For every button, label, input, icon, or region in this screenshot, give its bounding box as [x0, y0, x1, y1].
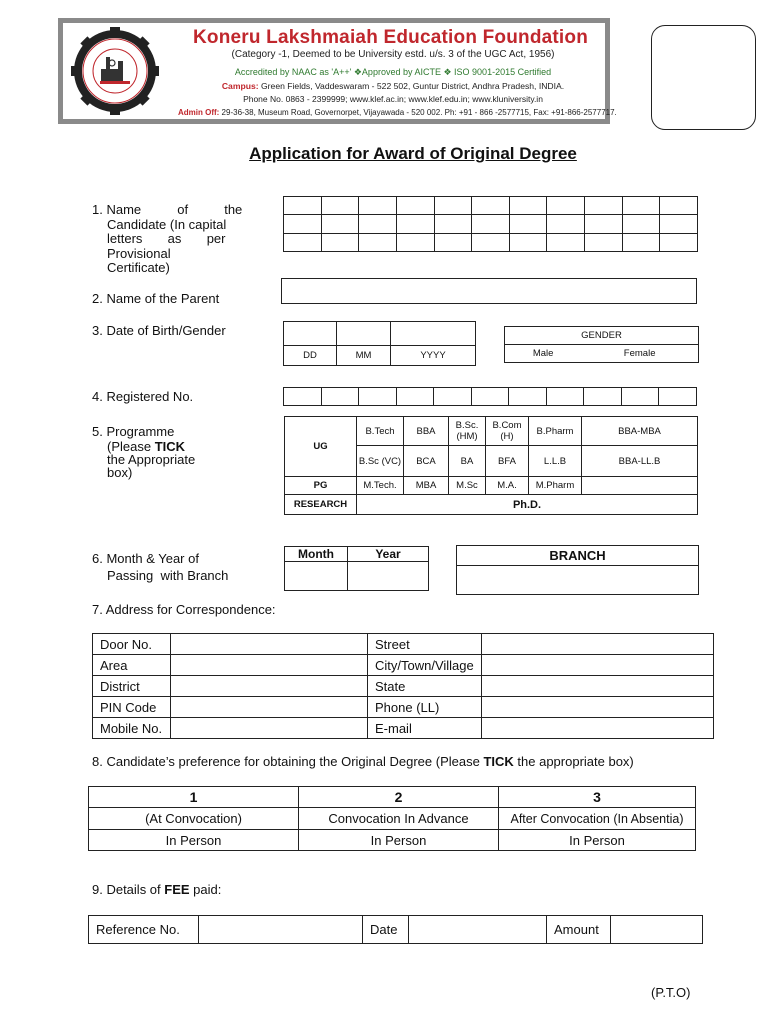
prog-bfa[interactable]: BFA [486, 446, 529, 477]
district-field[interactable] [171, 676, 368, 697]
prog-ma[interactable]: M.A. [486, 477, 529, 495]
prog-mba[interactable]: MBA [404, 477, 449, 495]
phone-ll-label: Phone (LL) [368, 697, 482, 718]
date-label: Date [363, 916, 409, 944]
amount-field[interactable] [611, 916, 703, 944]
q4-label: 4. Registered No. [92, 389, 194, 404]
q9-fee: FEE [164, 882, 190, 897]
address-table [92, 633, 714, 739]
q1-label [92, 203, 247, 276]
prog-bca[interactable]: BCA [404, 446, 449, 477]
prog-bpharm[interactable]: B.Pharm [529, 417, 582, 446]
email-label: E-mail [368, 718, 482, 739]
pref-1-title[interactable]: (At Convocation) [89, 808, 299, 830]
q1-label-line4: Provisional [107, 245, 171, 261]
pref-2-title[interactable]: Convocation In Advance [299, 808, 499, 830]
state-label: State [368, 676, 482, 697]
dob-dd-label: DD [284, 346, 337, 366]
prog-bba-mba[interactable]: BBA-MBA [582, 417, 698, 446]
branch-field[interactable] [457, 566, 699, 595]
prog-ba[interactable]: BA [449, 446, 486, 477]
q8-label-a: 8. Candidate’s preference for obtaining the Original Degree (Please [92, 754, 484, 769]
pref-2-mode[interactable]: In Person [299, 830, 499, 851]
q2-label: 2. Name of the Parent [92, 291, 220, 306]
registered-no-grid[interactable] [283, 387, 697, 406]
branch-box[interactable] [456, 545, 699, 595]
door-no-field[interactable] [171, 634, 368, 655]
passing-month-year[interactable] [284, 546, 429, 591]
admin-address: 29-36-38, Museum Road, Governorpet, Vijayawada - 520 002. Ph: +91 - 866 -2577715, Fax: +91-866-2577717. [219, 108, 617, 117]
prog-bcom-h[interactable]: B.Com (H) [486, 417, 529, 446]
reference-no-field[interactable] [199, 916, 363, 944]
ug-label: UG [285, 417, 357, 477]
q8-label [92, 755, 634, 770]
q7-label: 7. Address for Correspondence: [92, 602, 276, 617]
q5-label-line3: the Appropriate [107, 451, 196, 467]
prog-bsc-vc[interactable]: B.Sc (VC) [357, 446, 404, 477]
q5-tick: TICK [154, 438, 186, 454]
branch-header: BRANCH [457, 546, 699, 566]
city-label: City/Town/Village [368, 655, 482, 676]
q1-label-line3: letters as per [107, 231, 226, 246]
prog-bba-llb[interactable]: BBA-LL.B [582, 446, 698, 477]
campus-address: Green Fields, Vaddeswaram - 522 502, Guntur District, Andhra Pradesh, INDIA. [258, 81, 565, 91]
form-title: Application for Award of Original Degree [249, 144, 577, 163]
year-header: Year [348, 547, 429, 562]
pref-2-number: 2 [299, 787, 499, 808]
amount-label: Amount [547, 916, 611, 944]
prog-btech[interactable]: B.Tech [357, 417, 404, 446]
dob-yyyy-label: YYYY [391, 346, 476, 366]
q1-label-line1: 1. Name of the [92, 202, 243, 217]
email-field[interactable] [482, 718, 714, 739]
city-field[interactable] [482, 655, 714, 676]
fee-details-table [88, 915, 703, 944]
pin-code-label: PIN Code [93, 697, 171, 718]
pg-label: PG [285, 477, 357, 495]
q8-tick: TICK [483, 754, 514, 769]
org-phone-web: Phone No. 0863 - 2399999; www.klef.ac.in; www.klef.edu.in; www.kluniversity.in [243, 94, 543, 104]
pto-note: (P.T.O) [651, 985, 691, 1000]
q9-label-c: paid: [189, 882, 222, 897]
q5-label [92, 425, 195, 479]
candidate-name-grid[interactable] [283, 196, 698, 252]
q6-label-line2: Passing with Branch [107, 567, 229, 583]
street-field[interactable] [482, 634, 714, 655]
pref-3-mode[interactable]: In Person [499, 830, 696, 851]
q6-label-line1: 6. Month & Year of [92, 551, 199, 566]
door-no-label: Door No. [93, 634, 171, 655]
gender-female-option[interactable]: Female [581, 345, 698, 363]
prog-bsc-hm[interactable]: B.Sc. (HM) [449, 417, 486, 446]
research-label: RESEARCH [285, 495, 357, 515]
org-name: Koneru Lakshmaiah Education Foundation [193, 27, 589, 48]
prog-phd[interactable]: Ph.D. [357, 495, 698, 515]
photo-box[interactable] [651, 25, 756, 130]
org-category: (Category -1, Deemed to be University estd. u/s. 3 of the UGC Act, 1956) [231, 49, 555, 60]
programme-table [284, 416, 698, 515]
q5-label-line4: box) [107, 464, 133, 480]
prog-mtech[interactable]: M.Tech. [357, 477, 404, 495]
mobile-label: Mobile No. [93, 718, 171, 739]
q9-label-a: 9. Details of [92, 882, 165, 897]
prog-pg-empty [582, 477, 698, 495]
dob-mm-label: MM [337, 346, 391, 366]
gender-table [504, 326, 699, 363]
prog-mpharm[interactable]: M.Pharm [529, 477, 582, 495]
campus-label: Campus: [221, 81, 259, 91]
pref-3-title[interactable]: After Convocation (In Absentia) [499, 808, 696, 830]
q1-label-line2: Candidate (In capital [107, 216, 227, 232]
degree-preference-table [88, 786, 696, 851]
pref-1-mode[interactable]: In Person [89, 830, 299, 851]
month-field[interactable] [285, 562, 348, 591]
reference-no-label: Reference No. [89, 916, 199, 944]
q8-label-c: the appropriate box) [513, 754, 634, 769]
pref-1-number: 1 [89, 787, 299, 808]
org-campus [178, 81, 608, 91]
gender-male-option[interactable]: Male [505, 345, 582, 363]
area-label: Area [93, 655, 171, 676]
q5-label-line1: 5. Programme [92, 424, 175, 439]
date-field[interactable] [409, 916, 547, 944]
prog-msc[interactable]: M.Sc [449, 477, 486, 495]
district-label: District [93, 676, 171, 697]
q3-label: 3. Date of Birth/Gender [92, 323, 226, 338]
prog-llb[interactable]: L.L.B [529, 446, 582, 477]
mobile-field[interactable] [171, 718, 368, 739]
q5-please: (Please [107, 438, 155, 454]
area-field[interactable] [171, 655, 368, 676]
university-logo-icon [71, 27, 159, 115]
dob-fields[interactable] [283, 321, 476, 366]
org-accreditation: Accredited by NAAC as 'A++' ❖Approved by AICTE ❖ ISO 9001-2015 Certified [234, 67, 552, 77]
month-header: Month [285, 547, 348, 562]
q6-label [92, 552, 228, 583]
q9-label [92, 883, 221, 898]
parent-name-field[interactable] [281, 278, 697, 304]
year-field[interactable] [348, 562, 429, 591]
state-field[interactable] [482, 676, 714, 697]
q5-label-line2 [92, 440, 195, 453]
pin-code-field[interactable] [171, 697, 368, 718]
gender-header: GENDER [505, 327, 699, 345]
letterhead [58, 18, 617, 124]
org-admin-office [178, 108, 617, 117]
phone-ll-field[interactable] [482, 697, 714, 718]
admin-label: Admin Off: [178, 108, 220, 117]
pref-3-number: 3 [499, 787, 696, 808]
prog-bba[interactable]: BBA [404, 417, 449, 446]
street-label: Street [368, 634, 482, 655]
q1-label-line5: Certificate) [107, 260, 170, 275]
